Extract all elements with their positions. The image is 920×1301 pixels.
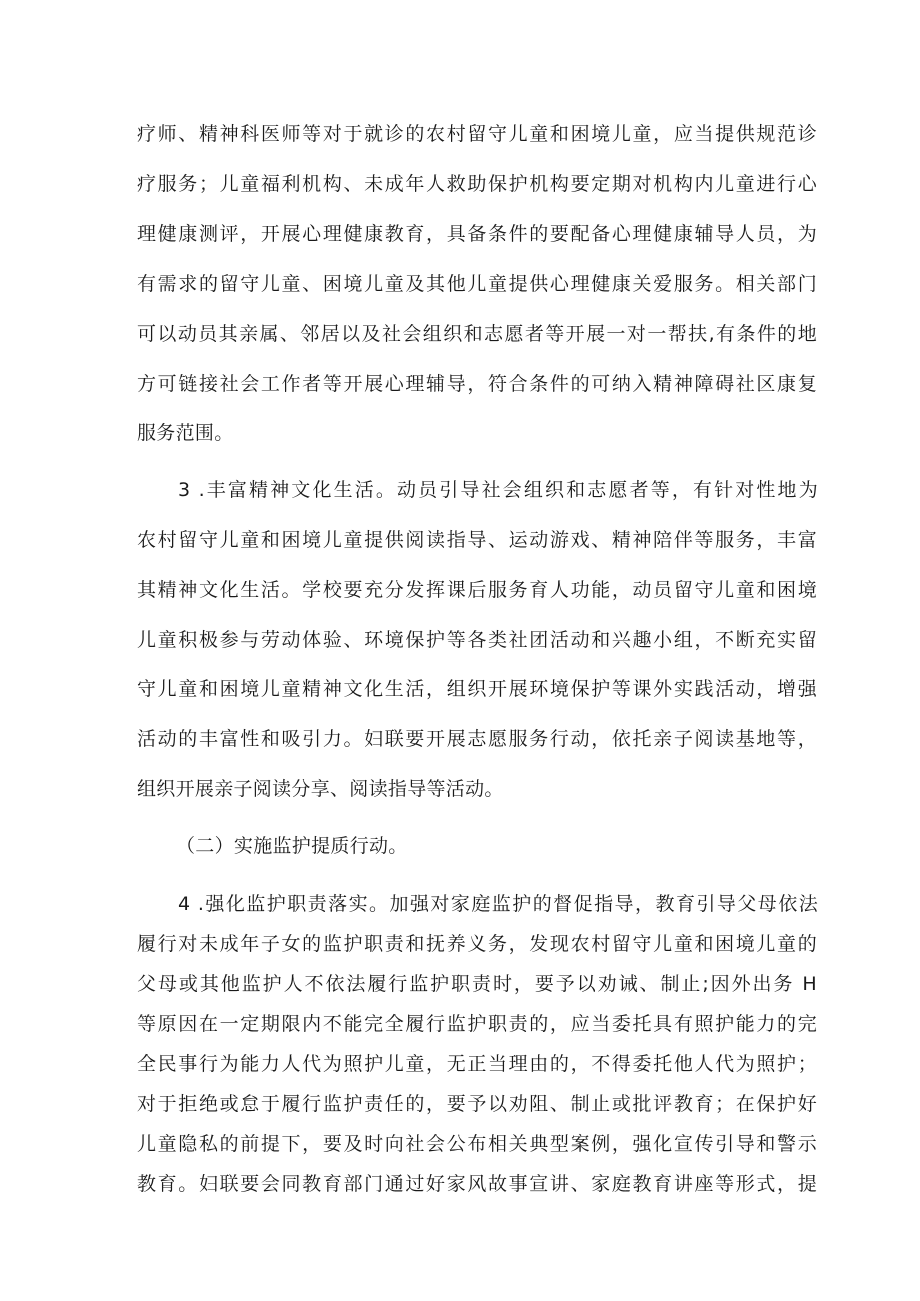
text-line: 等原因在一定期限内不能完全履行监护职责的，应当委托具有照护能力的完: [137, 1013, 817, 1035]
text-line: 有需求的留守儿童、困境儿童及其他儿童提供心理健康关爱服务。相关部门: [137, 273, 817, 295]
text-line: 儿童积极参与劳动体验、环境保护等各类社团活动和兴趣小组，不断充实留: [137, 629, 817, 651]
section-heading: （二）实施监护提质行动。: [176, 835, 408, 857]
text-line: 农村留守儿童和困境儿童提供阅读指导、运动游戏、精神陪伴等服务，丰富: [137, 529, 817, 551]
text-line: 理健康测评，开展心理健康教育，具备条件的要配备心理健康辅导人员，为: [137, 223, 817, 245]
text-line: 全民事行为能力人代为照护儿童，无正当理由的，不得委托他人代为照护；: [137, 1053, 817, 1075]
text-line: 活动的丰富性和吸引力。妇联要开展志愿服务行动，依托亲子阅读基地等，: [137, 728, 817, 750]
text-line: 服务范围。: [137, 422, 234, 444]
text-line: 教育。妇联要会同教育部门通过好家风故事宣讲、家庭教育讲座等形式，提: [137, 1173, 817, 1195]
text-line: 疗服务；儿童福利机构、未成年人救助保护机构要定期对机构内儿童进行心: [137, 173, 817, 195]
text-line: 方可链接社会工作者等开展心理辅导，符合条件的可纳入精神障碍社区康复: [137, 373, 817, 395]
text-line: 疗师、精神科医师等对于就诊的农村留守儿童和困境儿童，应当提供规范诊: [137, 123, 817, 145]
text-line: 儿童隐私的前提下，要及时向社会公布相关典型案例，强化宣传引导和警示: [137, 1133, 817, 1155]
text-line: 可以动员其亲属、邻居以及社会组织和志愿者等开展一对一帮扶,有条件的地: [137, 323, 817, 345]
text-line: 组织开展亲子阅读分享、阅读指导等活动。: [137, 778, 504, 800]
text-line: 3 .丰富精神文化生活。动员引导社会组织和志愿者等，有针对性地为: [178, 479, 818, 501]
text-line: 对于拒绝或怠于履行监护责任的，要予以劝阻、制止或批评教育；在保护好: [137, 1093, 817, 1115]
text-line: 履行对未成年子女的监护职责和抚养义务，发现农村留守儿童和困境儿童的: [137, 933, 817, 955]
text-line: 父母或其他监护人不依法履行监护职责时，要予以劝诫、制止;因外出务 H: [137, 973, 817, 995]
text-line: 其精神文化生活。学校要充分发挥课后服务育人功能，动员留守儿童和困境: [137, 579, 817, 601]
text-line: 4 .强化监护职责落实。加强对家庭监护的督促指导，教育引导父母依法: [178, 893, 818, 915]
text-line: 守儿童和困境儿童精神文化生活，组织开展环境保护等课外实践活动，增强: [137, 678, 817, 700]
